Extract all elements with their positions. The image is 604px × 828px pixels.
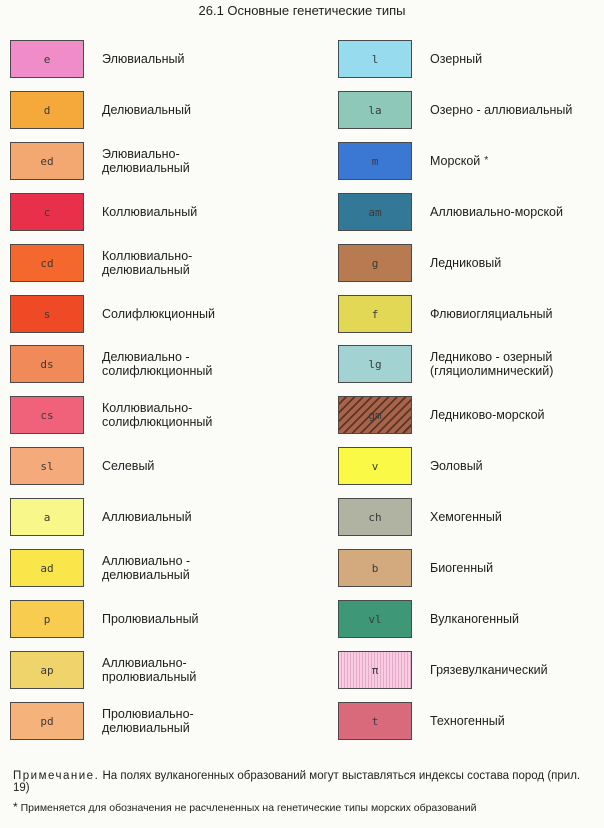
legend-label <box>430 498 600 536</box>
legend-label <box>102 91 252 129</box>
legend-label-text: Аллювиально-морской <box>430 205 563 219</box>
legend-label-text: Элювиально- делювиальный <box>102 147 190 175</box>
legend-swatch: vl <box>338 600 412 638</box>
legend-label <box>430 651 600 689</box>
legend-swatch: m <box>338 142 412 180</box>
footnote-text: Применяется для обозначения не расчлененных на генетические типы морских образований <box>17 802 477 814</box>
legend-label-text: Ледниково-морской <box>430 408 545 422</box>
footnote <box>13 800 598 814</box>
legend-swatch: sl <box>10 447 84 485</box>
legend-swatch: c <box>10 193 84 231</box>
legend-label-text: Флювиогляциальный <box>430 307 553 321</box>
legend-label-text: Делювиальный <box>102 103 191 117</box>
legend-label <box>102 651 252 689</box>
note-lead: Примечание. <box>13 770 100 782</box>
footnote-star: * <box>13 800 18 814</box>
legend-label-text: Селевый <box>102 459 155 473</box>
legend-label <box>102 345 252 383</box>
legend-label-text: Хемогенный <box>430 510 502 524</box>
legend-label-text: Вулканогенный <box>430 612 520 626</box>
legend-label <box>102 40 252 78</box>
legend-label <box>102 244 252 282</box>
page-title: 26.1 Основные генетические типы <box>198 3 406 18</box>
legend-label <box>430 193 600 231</box>
legend-label <box>430 91 600 129</box>
legend-swatch: lg <box>338 345 412 383</box>
legend-label-text: Аллювиальный <box>102 510 192 524</box>
legend-label-text: Коллювиально- делювиальный <box>102 249 193 277</box>
legend-label <box>102 498 252 536</box>
legend-label-text: Биогенный <box>430 561 494 575</box>
legend-label <box>430 345 600 383</box>
legend-label-text: Коллювиальный <box>102 205 198 219</box>
legend-label-text: Коллювиально- солифлюкционный <box>102 401 213 429</box>
legend-swatch: t <box>338 702 412 740</box>
legend-label-text: Озерно - аллювиальный <box>430 103 573 117</box>
legend-label <box>430 702 600 740</box>
legend-label-text: Озерный <box>430 52 483 66</box>
legend-swatch: ch <box>338 498 412 536</box>
legend-label <box>102 295 252 333</box>
legend-label-star: * <box>484 155 489 166</box>
legend-swatch: cs <box>10 396 84 434</box>
legend-label <box>430 600 600 638</box>
legend-swatch: v <box>338 447 412 485</box>
legend-swatch: ed <box>10 142 84 180</box>
legend-swatch: s <box>10 295 84 333</box>
legend-swatch: am <box>338 193 412 231</box>
legend-label <box>430 549 600 587</box>
legend-swatch: ap <box>10 651 84 689</box>
legend-swatch: ad <box>10 549 84 587</box>
legend-swatch: cd <box>10 244 84 282</box>
legend-label-text: Эоловый <box>430 459 483 473</box>
legend-label-text: Техногенный <box>430 714 505 728</box>
legend-swatch: π <box>338 651 412 689</box>
legend-swatch: la <box>338 91 412 129</box>
legend-swatch: ds <box>10 345 84 383</box>
legend-swatch: f <box>338 295 412 333</box>
legend-label <box>102 600 252 638</box>
legend-label-text: Ледниково - озерный (гляциолимнический) <box>430 350 554 378</box>
legend-label <box>430 447 600 485</box>
legend-label <box>430 142 600 180</box>
legend-swatch: p <box>10 600 84 638</box>
note <box>13 770 593 794</box>
legend-label <box>430 396 600 434</box>
legend-label-text: Ледниковый <box>430 256 502 270</box>
legend-swatch: l <box>338 40 412 78</box>
legend-label <box>102 142 252 180</box>
legend-swatch: a <box>10 498 84 536</box>
legend-label-text: Аллювиально- пролювиальный <box>102 656 197 684</box>
legend-swatch: b <box>338 549 412 587</box>
legend-label <box>102 702 252 740</box>
legend-swatch: e <box>10 40 84 78</box>
note-text: На полях вулканогенных образований могут выставляться индексы состава пород (прил. 19) <box>13 770 581 794</box>
legend-label <box>430 40 600 78</box>
legend-label <box>102 447 252 485</box>
legend-label-text: Солифлюкционный <box>102 307 215 321</box>
legend-label <box>102 396 252 434</box>
legend-swatch: pd <box>10 702 84 740</box>
legend-label-text: Морской <box>430 154 481 168</box>
legend-label-text: Элювиальный <box>102 52 185 66</box>
legend-label <box>430 244 600 282</box>
legend-label-text: Пролювиальный <box>102 612 199 626</box>
legend-label-text: Аллювиально - делювиальный <box>102 554 191 582</box>
legend-swatch: d <box>10 91 84 129</box>
legend-label <box>430 295 600 333</box>
legend-label <box>102 549 252 587</box>
legend-label-text: Грязевулканический <box>430 663 548 677</box>
legend-label-text: Пролювиально- делювиальный <box>102 707 194 735</box>
legend-swatch: g <box>338 244 412 282</box>
legend-label <box>102 193 252 231</box>
legend-label-text: Делювиально - солифлюкционный <box>102 350 213 378</box>
legend-swatch: gm <box>338 396 412 434</box>
